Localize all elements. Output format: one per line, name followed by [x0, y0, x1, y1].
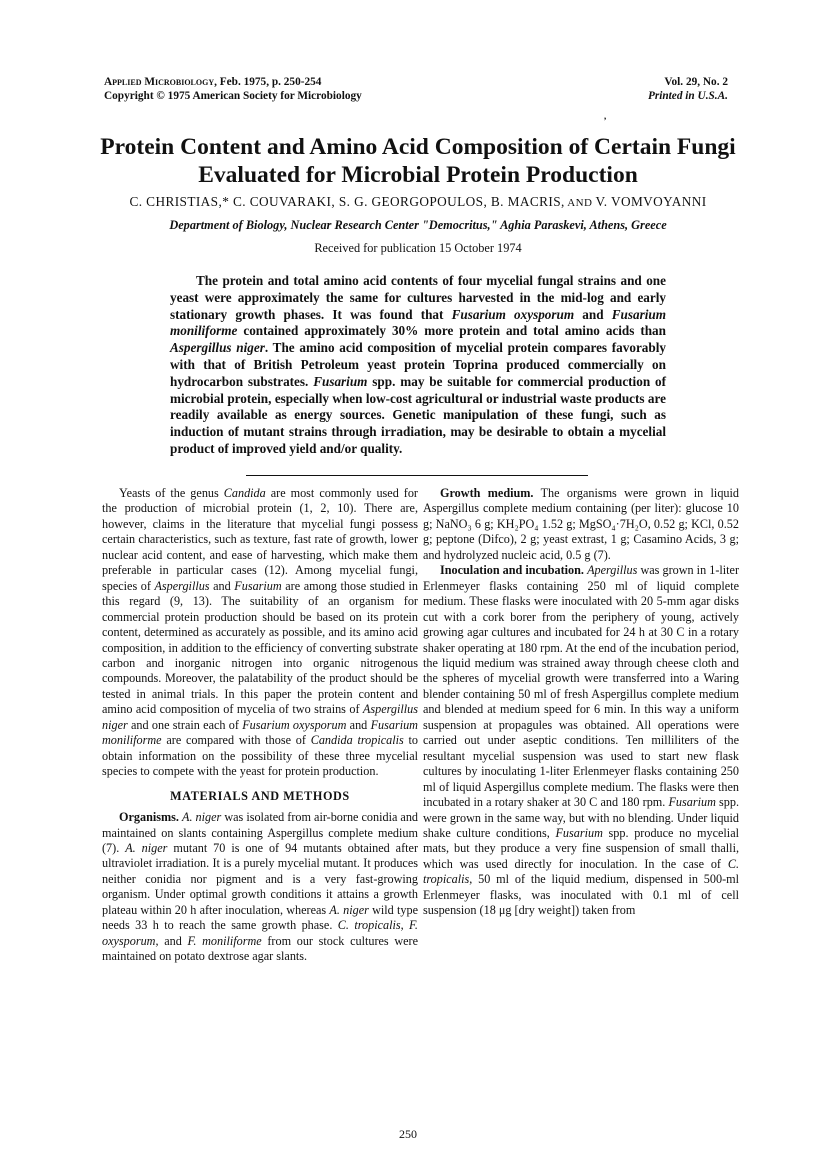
column-left: [102, 486, 418, 965]
organisms-paragraph: Organisms. A. niger was isolated from air-borne conidia and maintained on slants containing Aspergillus complete medium (7). A. niger mutant 70 is one of 94 mutants obtained after ultraviolet irradiation. It is a purely mycelial mutant. It produces neither conidia nor pigment and is a very fast-growing organism. Under optimal growth conditions it attains a growth plateau within 20 h after inoculation, whereas A. niger wild type needs 33 h to reach the same growth phase. C. tropicalis, F. oxysporum, and F. moniliforme from our stock cultures were maintained on potato dextrose agar slants.: [102, 810, 419, 964]
author-rest: C. COUVARAKI, S. G. GEORGOPOULOS, B. MACRIS,: [229, 194, 565, 209]
affiliation: Department of Biology, Nuclear Research Center "Democritus," Aghia Paraskevi, Athens, Greece: [169, 218, 667, 232]
copyright-line: Copyright © 1975 American Society for Microbiology: [104, 90, 362, 102]
section-heading-methods: MATERIALS AND METHODS: [170, 788, 350, 803]
stray-mark: ,: [604, 111, 607, 121]
author-last: V. VOMVOYANNI: [595, 194, 707, 209]
printed-line: Printed in U.S.A.: [647, 90, 728, 102]
running-header-right: [648, 75, 728, 103]
inoculation-paragraph: Inoculation and incubation. Apergillus was grown in 1-liter Erlenmeyer flasks containing 250 ml of liquid complete medium. These flasks were inoculated with 20 5-mm agar disks cut with a cork borer from the periphery of young, actively growing agar cultures and incubated for 24 h at 30 C in a rotary shaker operating at 180 rpm. At the end of the incubation period, the liquid medium was strained away through cheese cloth and the spheres of mycelial growth were transferred into a Waring blender containing 50 ml of fresh Aspergillus complete medium and blended at medium speed for 6 min. In this way a uniform suspension at propagules was obtained. All operations were carried out under aseptic conditions. Ten milliliters of the resultant mycelial suspension was used to start new flask cultures by inoculating 1-liter Erlenmeyer flasks containing 250 ml of liquid Aspergillus complete medium. The flasks were then incubated in a rotary shaker at 30 C and 180 rpm. Fusarium spp. were grown in the same way, but with no blending. Under liquid shake culture conditions, Fusarium spp. produce no mycelial mats, but they produce a very fine suspension of small thalli, which was used directly for inoculation. In the case of C. tropicalis, 50 ml of the liquid medium, dispensed in 500-ml Erlenmeyer flasks, was inoculated with 0.1 ml of cell suspension (18 μg [dry weight]) taken from: [423, 563, 740, 918]
author-and: AND: [564, 197, 596, 209]
author-first: C. CHRISTIAS,*: [129, 194, 230, 209]
journal-issue: , Feb. 1975, p. 250-254: [214, 76, 322, 88]
intro-paragraph: Yeasts of the genus Candida are most commonly used for the production of microbial protein (1, 2, 10). There are, however, claims in the literature that mycelial fungi possess certain characteristics, such as texture, fast rate of growth, lower nuclear acid content, and ease of harvesting, which make them preferable in particular cases (12). Among mycelial fungi, species of Aspergillus and Fusarium are among those studied in this regard (9, 13). The suitability of an organism for commercial protein production should be based on its protein content, determined as accurately as possible, and its amino acid composition, in addition to the efficiency of converting substrate carbon and inorganic nitrogen into organic nitrogenous compounds. Moreover, the palatability of the product should be tested in animal trials. In this paper the protein content and amino acid composition of mycelia of two strains of Aspergillus niger and one strain each of Fusarium oxysporum and Fusarium moniliforme are compared with those of Candida tropicalis to obtain information on the possibility of these three mycelial species to compete with the yeast for protein production.: [102, 486, 418, 779]
column-right: [423, 486, 739, 919]
inoculation-heading: Inoculation and incubation.: [440, 563, 584, 578]
received-date: Received for publication 15 October 1974: [314, 241, 522, 255]
page-number: 250: [399, 1127, 417, 1141]
growth-medium-paragraph: Growth medium. The organisms were grown in liquid Aspergillus complete medium containing (per liter): glucose 10 g; NaNO₃ 6 g; KH₂PO₄ 1.52 g; MgSO₄·7H₂O, 0.52 g; KCl, 0.52 g; peptone (Difco), 2 g; yeast extrast, 1 g; Casamino Acids, 3 g; and hydrolyzed nucleic acid, 0.5 g (7).: [423, 486, 739, 562]
organisms-heading: Organisms.: [119, 810, 179, 825]
running-header-left: [104, 75, 362, 103]
abstract: The protein and total amino acid contents of four mycelial fungal strains and one yeast were approximately the same for cultures harvested in the mid-log and early stationary growth phases. It was found that Fusarium oxysporum and Fusarium moniliforme contained approximately 30% more protein and total amino acids than Aspergillus niger. The amino acid composition of mycelial protein compares favorably with that of British Petroleum yeast protein Toprina produced commercially on hydrocarbon substrates. Fusarium spp. may be suitable for commercial production of microbial protein, especially when low-cost agricultural or industrial waste products are readily available as energy sources. Genetic manipulation of these fungi, such as induction of mutant strains through irradiation, may be desirable to obtain a mycelial product of improved yield and/or quality.: [170, 273, 666, 456]
article-title: Protein Content and Amino Acid Composition of Certain Fungi Evaluated for Microbial Protein Production: [100, 134, 736, 188]
abstract-divider: [246, 475, 588, 476]
journal-name: Applied Microbiology: [104, 76, 215, 88]
growth-medium-heading: Growth medium.: [440, 486, 534, 500]
author-list: [80, 194, 756, 210]
volume-line: Vol. 29, No. 2: [664, 76, 728, 88]
